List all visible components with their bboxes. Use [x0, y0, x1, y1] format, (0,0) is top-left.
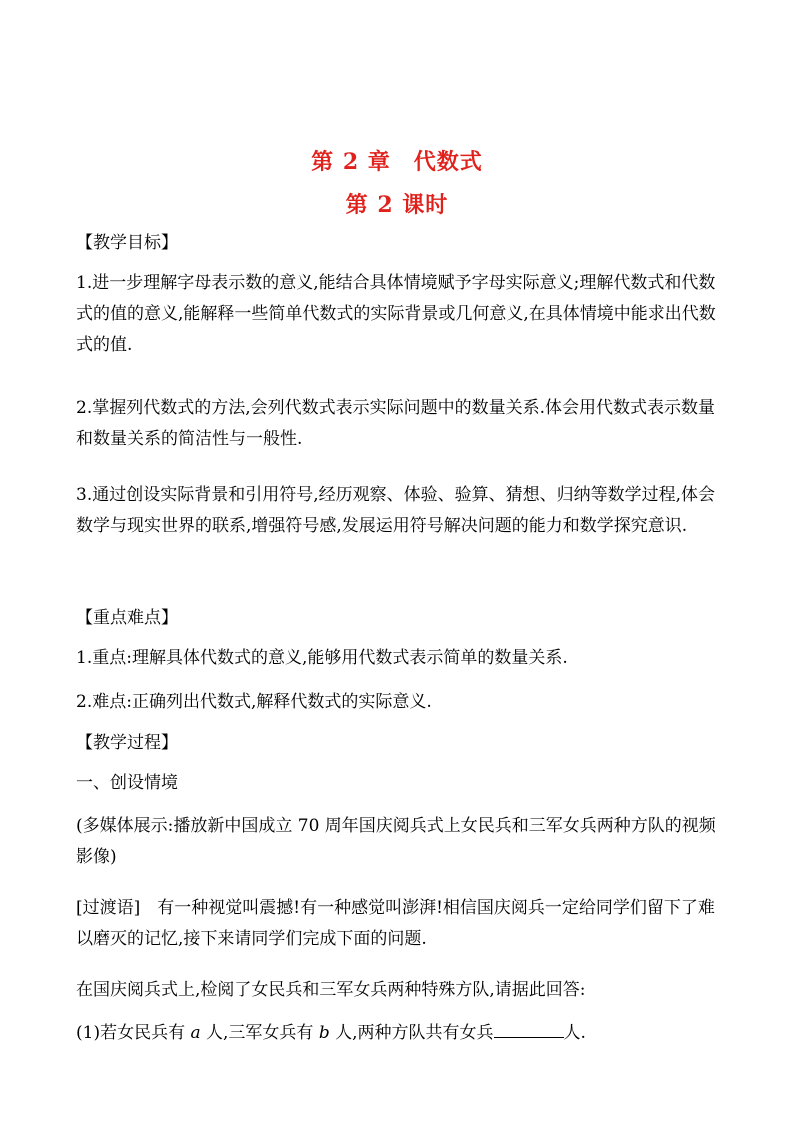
objective-1: 1.进一步理解字母表示数的意义,能结合具体情境赋予字母实际意义;理解代数式和代数式的值的意义,能解释一些简单代数式的实际背景或几何意义,在具体情境中能求出代数式的值. [76, 273, 716, 355]
question-1-mid: 人,三军女兵有 [200, 1023, 319, 1043]
keypoint-2: 2.难点:正确列出代数式,解释代数式的实际意义. [76, 692, 432, 712]
context-text: 在国庆阅兵式上,检阅了女民兵和三军女兵两种特殊方队,请据此回答: [76, 980, 586, 1000]
objective-3: 3.通过创设实际背景和引用符号,经历观察、体验、验算、猜想、归纳等数学过程,体会数学与现实世界的联系,增强符号感,发展运用符号解决问题的能力和数学探究意识. [76, 485, 716, 536]
variable-a: a [190, 1023, 201, 1043]
objective-2: 2.掌握列代数式的方法,会列代数式表示实际问题中的数量关系.体会用代数式表示数量和数量关系的简洁性与一般性. [76, 398, 716, 449]
objectives-heading: 【教学目标】 [76, 233, 178, 253]
keypoints-heading: 【重点难点】 [76, 608, 178, 628]
process-heading: 【教学过程】 [76, 733, 178, 753]
process-step-1: 一、创设情境 [76, 773, 178, 793]
media-note: (多媒体展示:播放新中国成立 70 周年国庆阅兵式上女民兵和三军女兵两种方队的视频影像) [76, 816, 716, 867]
chapter-title: 第 2 章 代数式 [311, 149, 483, 175]
transition-text: [过渡语] 有一种视觉叫震撼!有一种感觉叫澎湃!相信国庆阅兵一定给同学们留下了难以磨灭的记忆,接下来请同学们完成下面的问题. [76, 898, 715, 949]
lesson-title: 第 2 课时 [345, 192, 449, 218]
question-1-suffix: 人,两种方队共有女兵 [329, 1023, 494, 1043]
keypoint-1: 1.重点:理解具体代数式的意义,能够用代数式表示简单的数量关系. [76, 648, 568, 668]
question-1 [76, 1018, 726, 1049]
question-1-end: 人. [563, 1023, 586, 1043]
question-1-prefix: (1)若女民兵有 [76, 1023, 191, 1043]
variable-b: b [318, 1023, 330, 1043]
answer-blank[interactable] [494, 1021, 564, 1038]
